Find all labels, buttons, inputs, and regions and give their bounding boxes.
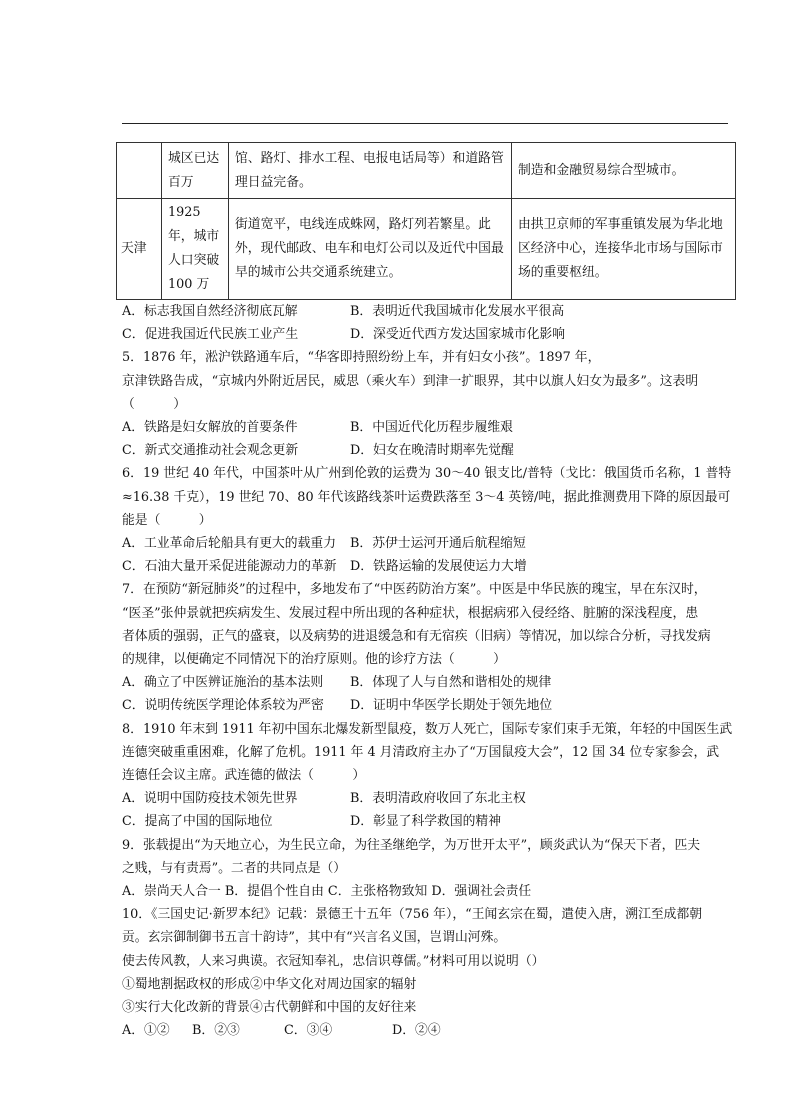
q4-options-row1	[122, 300, 734, 323]
q7-stem-line3: 者体质的强弱，正气的盛衰，以及病势的进退缓急和有无宿疾（旧病）等情况，加以综合分析，寻找发病	[122, 628, 711, 644]
q4-option-b[interactable]: B．表明近代我国城市化发展水平很高	[350, 304, 565, 319]
q7-option-a[interactable]: A．确立了中医辨证施治的基本法则	[122, 675, 324, 691]
q5-option-b[interactable]: B．中国近代化历程步履维艰	[350, 420, 513, 436]
table-cell-city	[117, 143, 162, 199]
q7-stem-line1: 7．在预防“新冠肺炎”的过程中，多地发布了“中医药防治方案”。中医是中华民族的瑰宝，早在东汉时，	[122, 582, 707, 598]
q7-options-row1	[122, 671, 734, 694]
q10-option-b[interactable]: B．②③	[192, 1023, 240, 1039]
q10-item-line1: ①蜀地割据政权的形成②中华文化对周边国家的辐射	[122, 976, 417, 992]
table-cell-city: 天津	[117, 199, 162, 300]
q6-option-b[interactable]: B．苏伊士运河开通后航程缩短	[350, 536, 526, 552]
q8-option-c[interactable]: C．提高了中国的国际地位	[122, 814, 273, 830]
q6-stem-line2: ≈16.38 千克），19 世纪 70、80 年代该路线茶叶运费跌落至 3～4 英镑/吨，据此推测费用下降的原因最可	[122, 489, 731, 505]
q5-stem-line1: 5．1876 年，淞沪铁路通车后，“华客即持照纷纷上车，并有妇女小孩”。1897 年，	[122, 350, 601, 366]
q7-stem-line4: 的规律，以便确定不同情况下的治疗原则。他的诊疗方法（ ）	[122, 652, 506, 668]
q7-options-row2	[122, 694, 734, 717]
city-table	[116, 142, 736, 300]
q10-stem-line3: 使去传风教，人来习典谟。衣冠知奉礼，忠信识尊儒。”材料可用以说明（）	[122, 953, 545, 969]
q8-stem-line3: 连德任会议主席。武连德的做法（ ）	[122, 768, 366, 784]
q8-option-d[interactable]: D．彰显了科学救国的精神	[350, 814, 502, 830]
q8-options-row1	[122, 787, 734, 810]
table-cell-time: 1925 年，城市人口突破 100 万	[162, 199, 229, 300]
q6-option-d[interactable]: D．铁路运输的发展使运力大增	[350, 559, 527, 575]
q10-stem-line1: 10．《三国史记·新罗本纪》记载：景德王十五年（756 年），“王闻玄宗在蜀，遣使入唐，溯江至成都朝	[122, 907, 703, 923]
q7-option-d[interactable]: D．证明中华医学长期处于领先地位	[350, 698, 553, 714]
q9-options[interactable]: A．崇尚天人合一 B．提倡个性自由 C．主张格物致知 D．强调社会责任	[122, 884, 532, 900]
question-body	[122, 300, 734, 1043]
q5-option-d[interactable]: D．妇女在晚清时期率先觉醒	[350, 443, 514, 459]
q4-option-a[interactable]: A．标志我国自然经济彻底瓦解	[122, 304, 298, 319]
table-cell-function: 由拱卫京师的军事重镇发展为华北地区经济中心，连接华北市场与国际市场的重要枢纽。	[512, 199, 736, 300]
q8-option-b[interactable]: B．表明清政府收回了东北主权	[350, 791, 526, 807]
q5-option-a[interactable]: A．铁路是妇女解放的首要条件	[122, 420, 298, 436]
q10-stem-line2: 贡。玄宗御制御书五言十韵诗”，其中有“兴言名义国，岂谓山河殊。	[122, 930, 507, 946]
q5-options-row2	[122, 439, 734, 462]
table-row	[117, 199, 736, 300]
q9-stem-line2: 之贱，与有责焉”。二者的共同点是（）	[122, 860, 347, 876]
header-rule	[122, 123, 728, 124]
q8-options-row2	[122, 810, 734, 833]
q8-stem-line1: 8．1910 年末到 1911 年初中国东北爆发新型鼠疫，数万人死亡，国际专家们束手无策，年轻的中国医生武	[122, 721, 733, 737]
q4-options-row2	[122, 323, 734, 346]
q5-stem-line3: （ ）	[122, 396, 186, 412]
q5-stem-line2: 京津铁路告成，“京城内外附近居民，威思（乘火车）到津一扩眼界，其中以旗人妇女为最多”。这表明	[122, 373, 699, 389]
q6-options-row2	[122, 555, 734, 578]
table-cell-function: 制造和金融贸易综合型城市。	[512, 143, 736, 199]
q10-item-line2: ③实行大化改新的背景④古代朝鲜和中国的友好往来	[122, 1000, 417, 1016]
q10-option-d[interactable]: D．②④	[392, 1023, 441, 1039]
table-cell-time: 城区已达百万	[162, 143, 229, 199]
q6-stem-line1: 6．19 世纪 40 年代，中国茶叶从广州到伦敦的运费为 30～40 银支比/普特（戈比：俄国货币名称，1 普特	[122, 466, 732, 482]
table-row	[117, 143, 736, 199]
q10-options-row	[122, 1019, 734, 1042]
q6-options-row1	[122, 532, 734, 555]
q9-stem-line1: 9．张载提出“为天地立心，为生民立命，为往圣继绝学，为万世开太平”，顾炎武认为“保天下者，匹夫	[122, 837, 701, 853]
q7-stem-line2: “医圣”张仲景就把疾病发生、发展过程中所出现的各种症状，根据病邪入侵经络、脏腑的深浅程度，患	[122, 605, 699, 621]
q6-option-a[interactable]: A．工业革命后轮船具有更大的载重力	[122, 536, 336, 552]
q10-option-c[interactable]: C．③④	[284, 1023, 333, 1039]
q6-option-c[interactable]: C．石油大量开采促进能源动力的革新	[122, 559, 337, 575]
q8-option-a[interactable]: A．说明中国防疫技术领先世界	[122, 791, 298, 807]
q7-option-b[interactable]: B．体现了人与自然和谐相处的规律	[350, 675, 552, 691]
q6-stem-line3: 能是（ ）	[122, 512, 212, 528]
q10-option-a[interactable]: A．①②	[122, 1023, 170, 1039]
q7-option-c[interactable]: C．说明传统医学理论体系较为严密	[122, 698, 324, 714]
q5-option-c[interactable]: C．新式交通推动社会观念更新	[122, 443, 299, 459]
q4-option-c[interactable]: C．促进我国近代民族工业产生	[122, 327, 299, 343]
q4-option-d[interactable]: D．深受近代西方发达国家城市化影响	[350, 327, 566, 343]
q5-options-row1	[122, 416, 734, 439]
table-cell-traffic: 馆、路灯、排水工程、电报电话局等）和道路管理日益完备。	[229, 143, 512, 199]
q8-stem-line2: 连德突破重重困难，化解了危机。1911 年 4 月清政府主办了“万国鼠疫大会”，12 国 34 位专家参会，武	[122, 744, 720, 760]
table-cell-traffic: 街道宽平，电线连成蛛网，路灯列若繁星。此外，现代邮政、电车和电灯公司以及近代中国最早的城市公共交通系统建立。	[229, 199, 512, 300]
